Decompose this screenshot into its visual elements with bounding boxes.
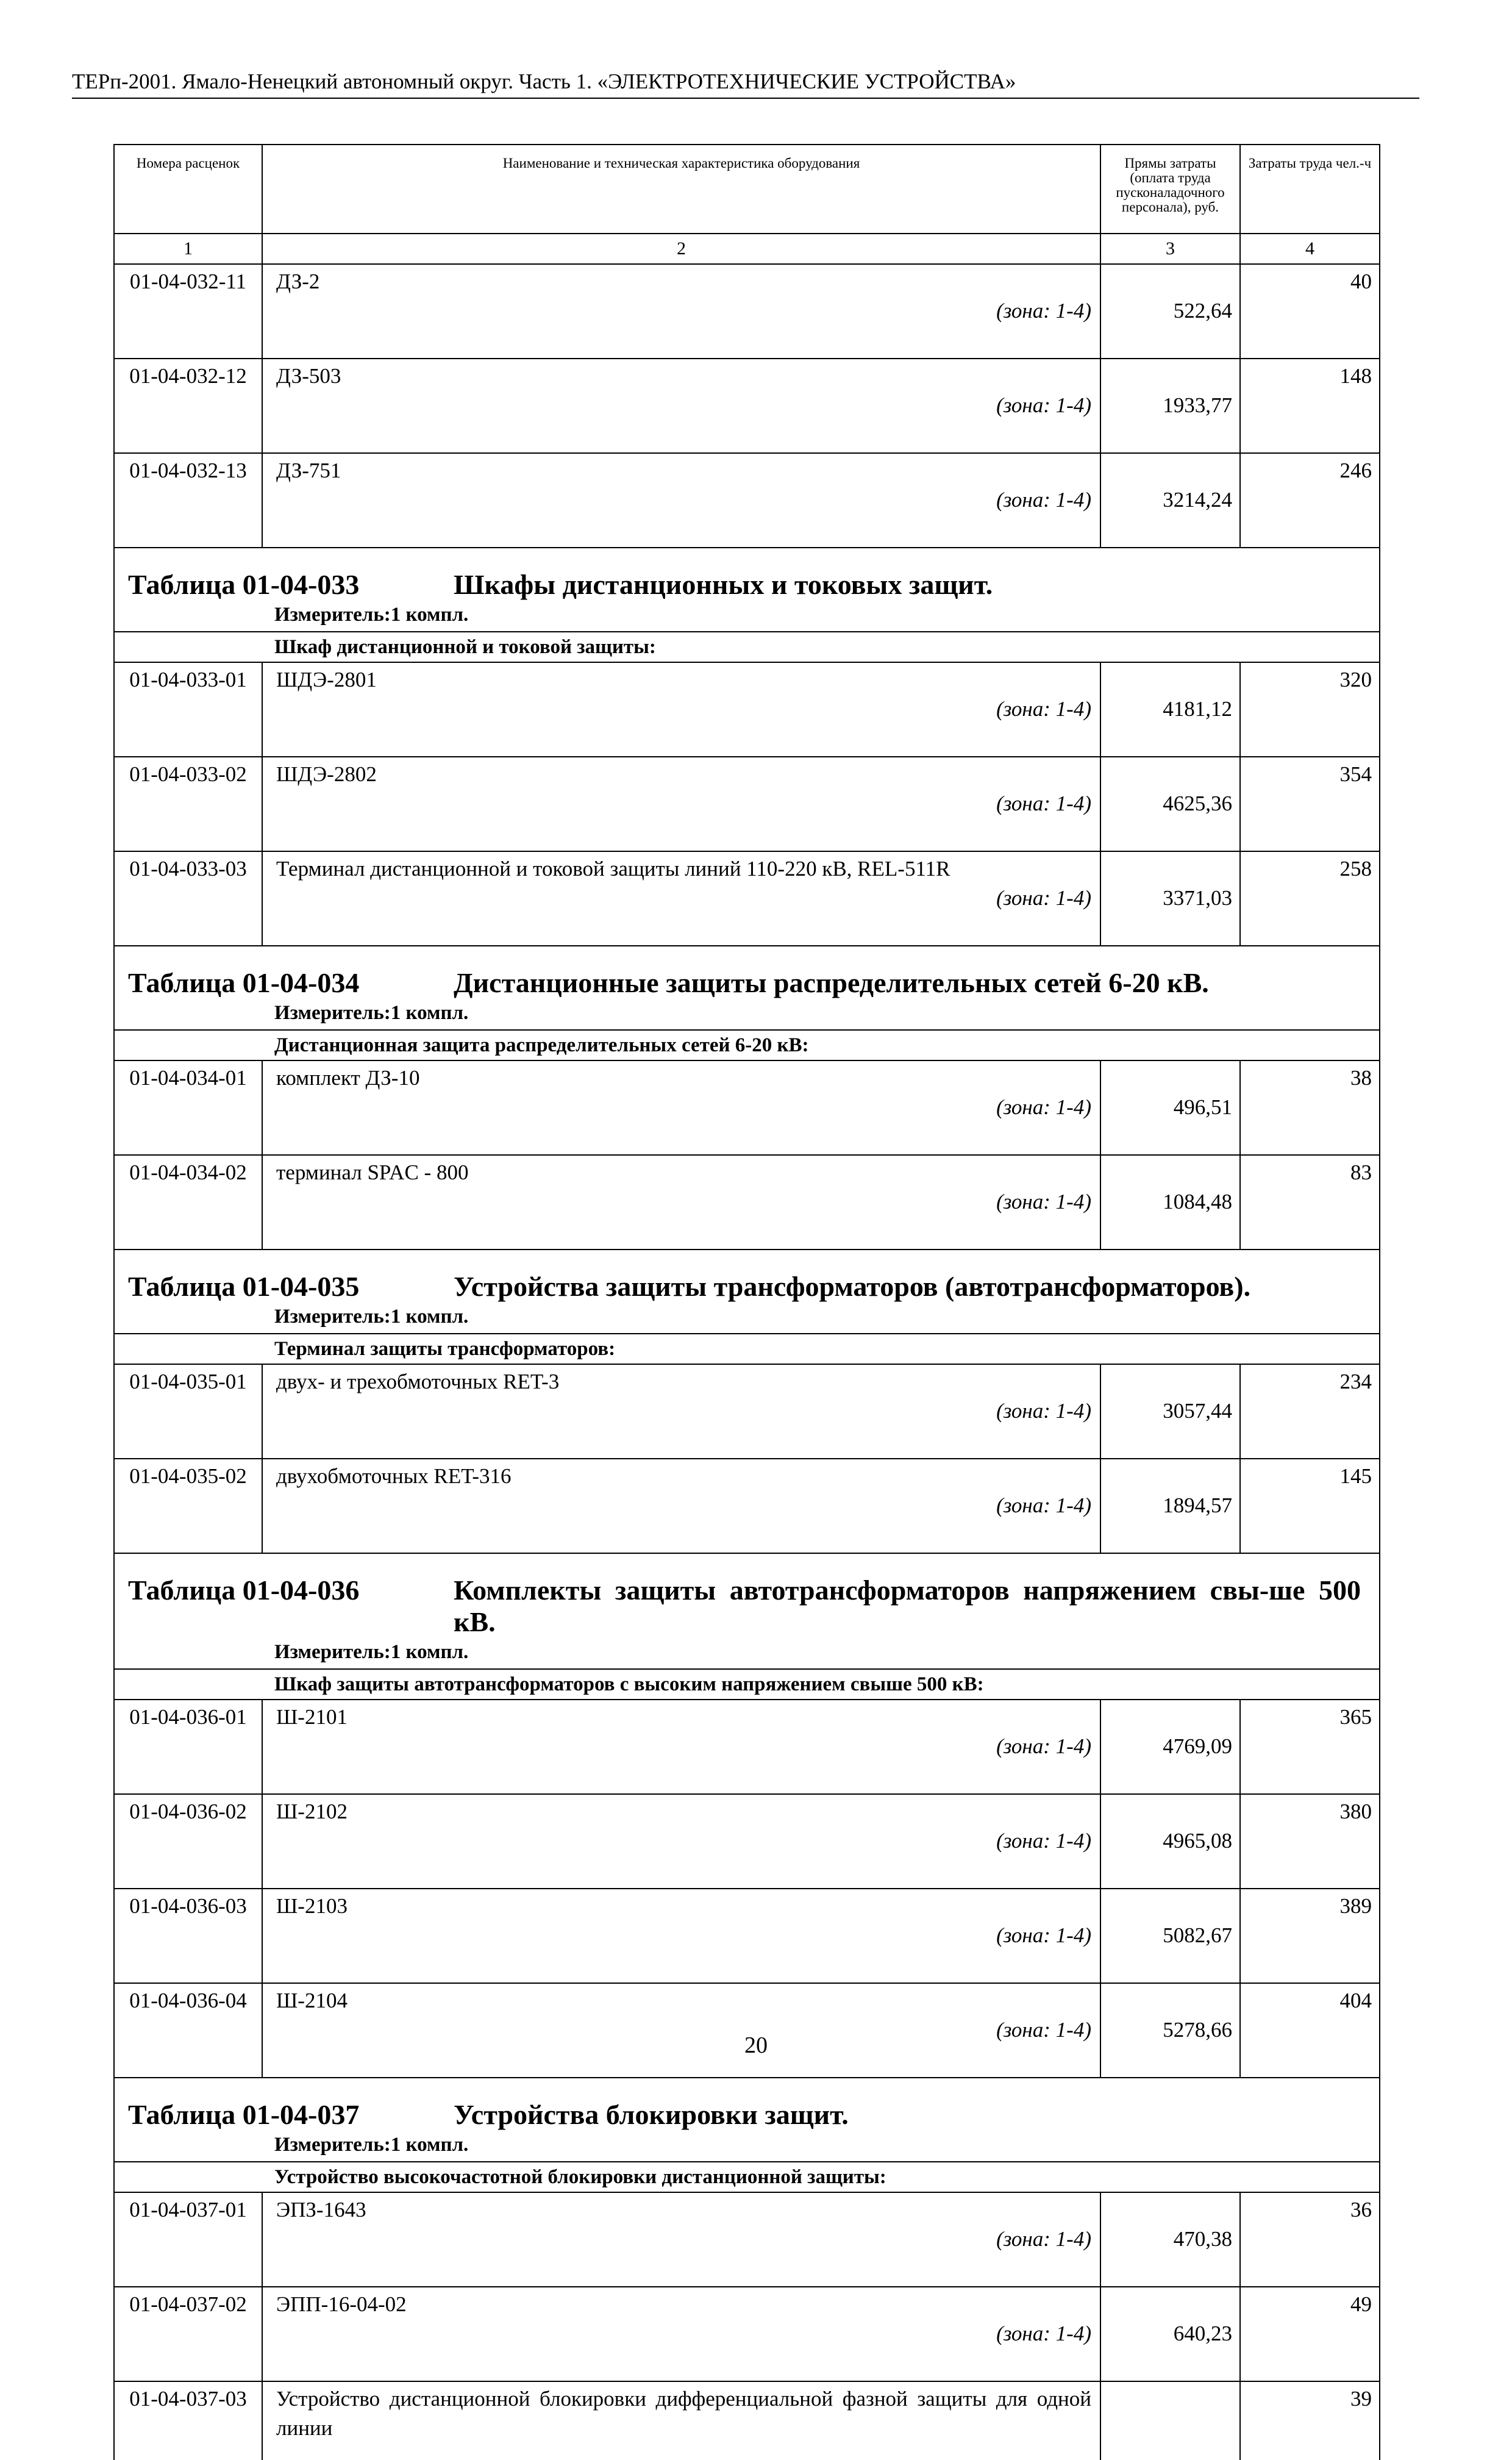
section-heading	[128, 1575, 1361, 1638]
measure-unit: Измеритель:1 компл.	[274, 1641, 469, 1663]
group-title: Дистанционная защита распределительных сетей 6-20 кВ:	[114, 1030, 1380, 1060]
labor-cost: 354	[1240, 757, 1380, 851]
equipment-name: Ш-2102	[276, 1800, 348, 1823]
table-number: Таблица 01-04-037	[128, 2099, 360, 2130]
table-title: Устройства защиты трансформаторов (автотрансформаторов).	[454, 1271, 1251, 1302]
table-title: Комплекты защиты автотрансформаторов напряжением свы-ше 500 кВ.	[454, 1575, 1361, 1637]
equipment-name: ДЗ-2	[276, 270, 320, 293]
table-row	[114, 1364, 1380, 1459]
table-number: Таблица 01-04-036	[128, 1575, 360, 1606]
equipment-name: Устройство дистанционной блокировки дифференциальной фазной защиты для одной линии	[276, 2387, 1091, 2440]
equipment-name: ЭПЗ-1643	[276, 2198, 366, 2222]
rate-code: 01-04-032-11	[114, 264, 262, 359]
equipment-name-cell	[262, 2381, 1100, 2460]
labor-cost: 258	[1240, 851, 1380, 946]
group-title-row	[114, 632, 1380, 662]
labor-cost: 389	[1240, 1889, 1380, 1983]
table-number: Таблица 01-04-034	[128, 967, 360, 998]
rate-code: 01-04-037-01	[114, 2192, 262, 2287]
labor-cost: 404	[1240, 1983, 1380, 2078]
labor-cost: 39	[1240, 2381, 1380, 2460]
direct-cost: 3371,03	[1100, 851, 1240, 946]
zone-note	[276, 296, 1091, 326]
table-row	[114, 1889, 1380, 1983]
table-row	[114, 359, 1380, 453]
labor-cost: 246	[1240, 453, 1380, 548]
zone-note	[276, 485, 1091, 515]
table-row	[114, 662, 1380, 757]
table-number: Таблица 01-04-035	[128, 1271, 360, 1302]
table-row	[114, 2287, 1380, 2381]
equipment-name-cell	[262, 1155, 1100, 1250]
rate-code: 01-04-036-03	[114, 1889, 262, 1983]
direct-cost: 522,64	[1100, 264, 1240, 359]
equipment-name: Ш-2103	[276, 1894, 348, 1918]
equipment-name-cell	[262, 1060, 1100, 1155]
column-number: 4	[1240, 234, 1380, 264]
equipment-name-cell	[262, 359, 1100, 453]
equipment-name-cell	[262, 1459, 1100, 1553]
table-row	[114, 264, 1380, 359]
direct-cost: 3214,24	[1100, 453, 1240, 548]
equipment-name: Ш-2101	[276, 1705, 348, 1729]
zone-label: (зона: 1-4)	[996, 1190, 1091, 1214]
page-number: 20	[744, 2033, 768, 2058]
rate-code: 01-04-037-03	[114, 2381, 262, 2460]
section-heading	[128, 967, 1361, 999]
table-title: Устройства блокировки защит.	[454, 2099, 849, 2130]
table-section-title	[114, 548, 1380, 632]
zone-label: (зона: 1-4)	[996, 1095, 1091, 1119]
zone-note	[276, 1732, 1091, 1761]
direct-cost: 1933,77	[1100, 359, 1240, 453]
column-header-name: Наименование и техническая характеристика оборудования	[262, 145, 1100, 234]
equipment-name: двух- и трехобмоточных RET-3	[276, 1370, 560, 1393]
table-section-title	[114, 946, 1380, 1030]
group-title: Шкаф дистанционной и токовой защиты:	[114, 632, 1380, 662]
zone-note	[276, 789, 1091, 818]
rate-code: 01-04-035-01	[114, 1364, 262, 1459]
zone-label: (зона: 1-4)	[996, 697, 1091, 721]
equipment-name: ЭПП-16-04-02	[276, 2292, 407, 2316]
zone-note	[276, 1921, 1091, 1950]
zone-label: (зона: 1-4)	[996, 488, 1091, 512]
table-row	[114, 1060, 1380, 1155]
table-row	[114, 757, 1380, 851]
direct-cost: 5278,66	[1100, 1983, 1240, 2078]
equipment-name: ШДЭ-2801	[276, 668, 377, 692]
equipment-name-cell	[262, 1364, 1100, 1459]
rate-code: 01-04-035-02	[114, 1459, 262, 1553]
labor-cost: 380	[1240, 1794, 1380, 1889]
equipment-name-cell	[262, 1794, 1100, 1889]
equipment-name-cell	[262, 453, 1100, 548]
table-row	[114, 1700, 1380, 1794]
equipment-name-cell	[262, 662, 1100, 757]
zone-note	[276, 1826, 1091, 1856]
equipment-name: ДЗ-503	[276, 364, 341, 388]
measure-unit: Измеритель:1 компл.	[274, 1306, 469, 1328]
zone-note	[276, 2319, 1091, 2348]
zone-note	[276, 1396, 1091, 1426]
column-number: 3	[1100, 234, 1240, 264]
equipment-name-cell	[262, 851, 1100, 946]
measure-unit: Измеритель:1 компл.	[274, 1002, 469, 1024]
group-title: Шкаф защиты автотрансформаторов с высоким напряжением свыше 500 кВ:	[114, 1669, 1380, 1700]
table-section-title-row	[114, 1553, 1380, 1669]
equipment-name-cell	[262, 757, 1100, 851]
equipment-name: двухобмоточных RET-316	[276, 1464, 512, 1488]
group-title-row	[114, 1669, 1380, 1700]
rates-table	[113, 144, 1380, 2460]
column-number: 2	[262, 234, 1100, 264]
equipment-name: комплект ДЗ-10	[276, 1066, 420, 1090]
direct-cost	[1100, 2381, 1240, 2460]
zone-label: (зона: 1-4)	[996, 1399, 1091, 1423]
rate-code: 01-04-034-02	[114, 1155, 262, 1250]
zone-note	[276, 884, 1091, 913]
equipment-name: терминал SPAC - 800	[276, 1160, 469, 1184]
zone-label: (зона: 1-4)	[996, 1923, 1091, 1947]
direct-cost: 640,23	[1100, 2287, 1240, 2381]
zone-note	[276, 2225, 1091, 2254]
zone-note	[276, 1187, 1091, 1217]
column-header-labor: Затраты труда чел.-ч	[1240, 145, 1380, 234]
equipment-name-cell	[262, 1889, 1100, 1983]
section-heading	[128, 569, 1361, 601]
rate-code: 01-04-036-01	[114, 1700, 262, 1794]
table-row	[114, 1983, 1380, 2078]
group-title: Устройство высокочастотной блокировки дистанционной защиты:	[114, 2162, 1380, 2192]
labor-cost: 49	[1240, 2287, 1380, 2381]
zone-label: (зона: 1-4)	[996, 2322, 1091, 2345]
rate-code: 01-04-032-12	[114, 359, 262, 453]
labor-cost: 36	[1240, 2192, 1380, 2287]
equipment-name-cell	[262, 2192, 1100, 2287]
table-row	[114, 2192, 1380, 2287]
zone-label: (зона: 1-4)	[996, 1734, 1091, 1758]
zone-label: (зона: 1-4)	[996, 1829, 1091, 1853]
table-body	[114, 264, 1380, 2460]
table-section-title-row	[114, 946, 1380, 1030]
equipment-name: ДЗ-751	[276, 459, 341, 482]
table-section-title-row	[114, 1250, 1380, 1334]
direct-cost: 1894,57	[1100, 1459, 1240, 1553]
table-row	[114, 851, 1380, 946]
zone-note	[276, 391, 1091, 420]
rate-code: 01-04-033-01	[114, 662, 262, 757]
direct-cost: 5082,67	[1100, 1889, 1240, 1983]
zone-label: (зона: 1-4)	[996, 792, 1091, 815]
labor-cost: 145	[1240, 1459, 1380, 1553]
table-row	[114, 1155, 1380, 1250]
table-section-title	[114, 1553, 1380, 1669]
equipment-name: Терминал дистанционной и токовой защиты линий 110-220 кВ, REL-511R	[276, 857, 950, 881]
section-heading	[128, 2099, 1361, 2131]
table-section-title	[114, 2078, 1380, 2162]
direct-cost: 496,51	[1100, 1060, 1240, 1155]
rate-code: 01-04-034-01	[114, 1060, 262, 1155]
table-title: Шкафы дистанционных и токовых защит.	[454, 569, 993, 600]
table-row	[114, 1459, 1380, 1553]
table-number: Таблица 01-04-033	[128, 569, 360, 600]
equipment-name-cell	[262, 2287, 1100, 2381]
rate-code: 01-04-036-04	[114, 1983, 262, 2078]
rate-code: 01-04-036-02	[114, 1794, 262, 1889]
zone-note	[276, 695, 1091, 724]
table-header-row	[114, 145, 1380, 234]
column-number: 1	[114, 234, 262, 264]
section-heading	[128, 1271, 1361, 1303]
group-title-row	[114, 1334, 1380, 1364]
equipment-name: ШДЭ-2802	[276, 762, 377, 786]
labor-cost: 320	[1240, 662, 1380, 757]
page-header: ТЕРп-2001. Ямало-Ненецкий автономный округ. Часть 1. «ЭЛЕКТРОТЕХНИЧЕСКИЕ УСТРОЙСТВА»	[72, 68, 1419, 99]
measure-unit: Измеритель:1 компл.	[274, 604, 469, 626]
column-number-row	[114, 234, 1380, 264]
labor-cost: 234	[1240, 1364, 1380, 1459]
equipment-name-cell	[262, 1983, 1100, 2078]
measure-unit: Измеритель:1 компл.	[274, 2134, 469, 2156]
zone-label: (зона: 1-4)	[996, 886, 1091, 910]
equipment-name: Ш-2104	[276, 1989, 348, 2012]
column-header-codes: Номера расценок	[114, 145, 262, 234]
equipment-name-cell	[262, 1700, 1100, 1794]
zone-label: (зона: 1-4)	[996, 2018, 1091, 2042]
zone-note	[276, 1093, 1091, 1122]
direct-cost: 4625,36	[1100, 757, 1240, 851]
labor-cost: 365	[1240, 1700, 1380, 1794]
labor-cost: 38	[1240, 1060, 1380, 1155]
table-section-title-row	[114, 548, 1380, 632]
direct-cost: 4965,08	[1100, 1794, 1240, 1889]
labor-cost: 40	[1240, 264, 1380, 359]
rate-code: 01-04-037-02	[114, 2287, 262, 2381]
rate-code: 01-04-033-03	[114, 851, 262, 946]
zone-label: (зона: 1-4)	[996, 1493, 1091, 1517]
group-title-row	[114, 1030, 1380, 1060]
table-row	[114, 1794, 1380, 1889]
direct-cost: 1084,48	[1100, 1155, 1240, 1250]
zone-label: (зона: 1-4)	[996, 2227, 1091, 2251]
column-header-direct-costs: Прямы затраты (оплата труда пусконаладочного персонала), руб.	[1100, 145, 1240, 234]
direct-cost: 4181,12	[1100, 662, 1240, 757]
table-row	[114, 2381, 1380, 2460]
group-title-row	[114, 2162, 1380, 2192]
direct-cost: 4769,09	[1100, 1700, 1240, 1794]
equipment-name-cell	[262, 264, 1100, 359]
direct-cost: 470,38	[1100, 2192, 1240, 2287]
table-row	[114, 453, 1380, 548]
table-section-title-row	[114, 2078, 1380, 2162]
labor-cost: 148	[1240, 359, 1380, 453]
direct-cost: 3057,44	[1100, 1364, 1240, 1459]
labor-cost: 83	[1240, 1155, 1380, 1250]
rate-code: 01-04-033-02	[114, 757, 262, 851]
table-section-title	[114, 1250, 1380, 1334]
zone-label: (зона: 1-4)	[996, 393, 1091, 417]
zone-note	[276, 1491, 1091, 1520]
group-title: Терминал защиты трансформаторов:	[114, 1334, 1380, 1364]
rate-code: 01-04-032-13	[114, 453, 262, 548]
table-title: Дистанционные защиты распределительных сетей 6-20 кВ.	[454, 967, 1209, 998]
zone-label: (зона: 1-4)	[996, 299, 1091, 323]
